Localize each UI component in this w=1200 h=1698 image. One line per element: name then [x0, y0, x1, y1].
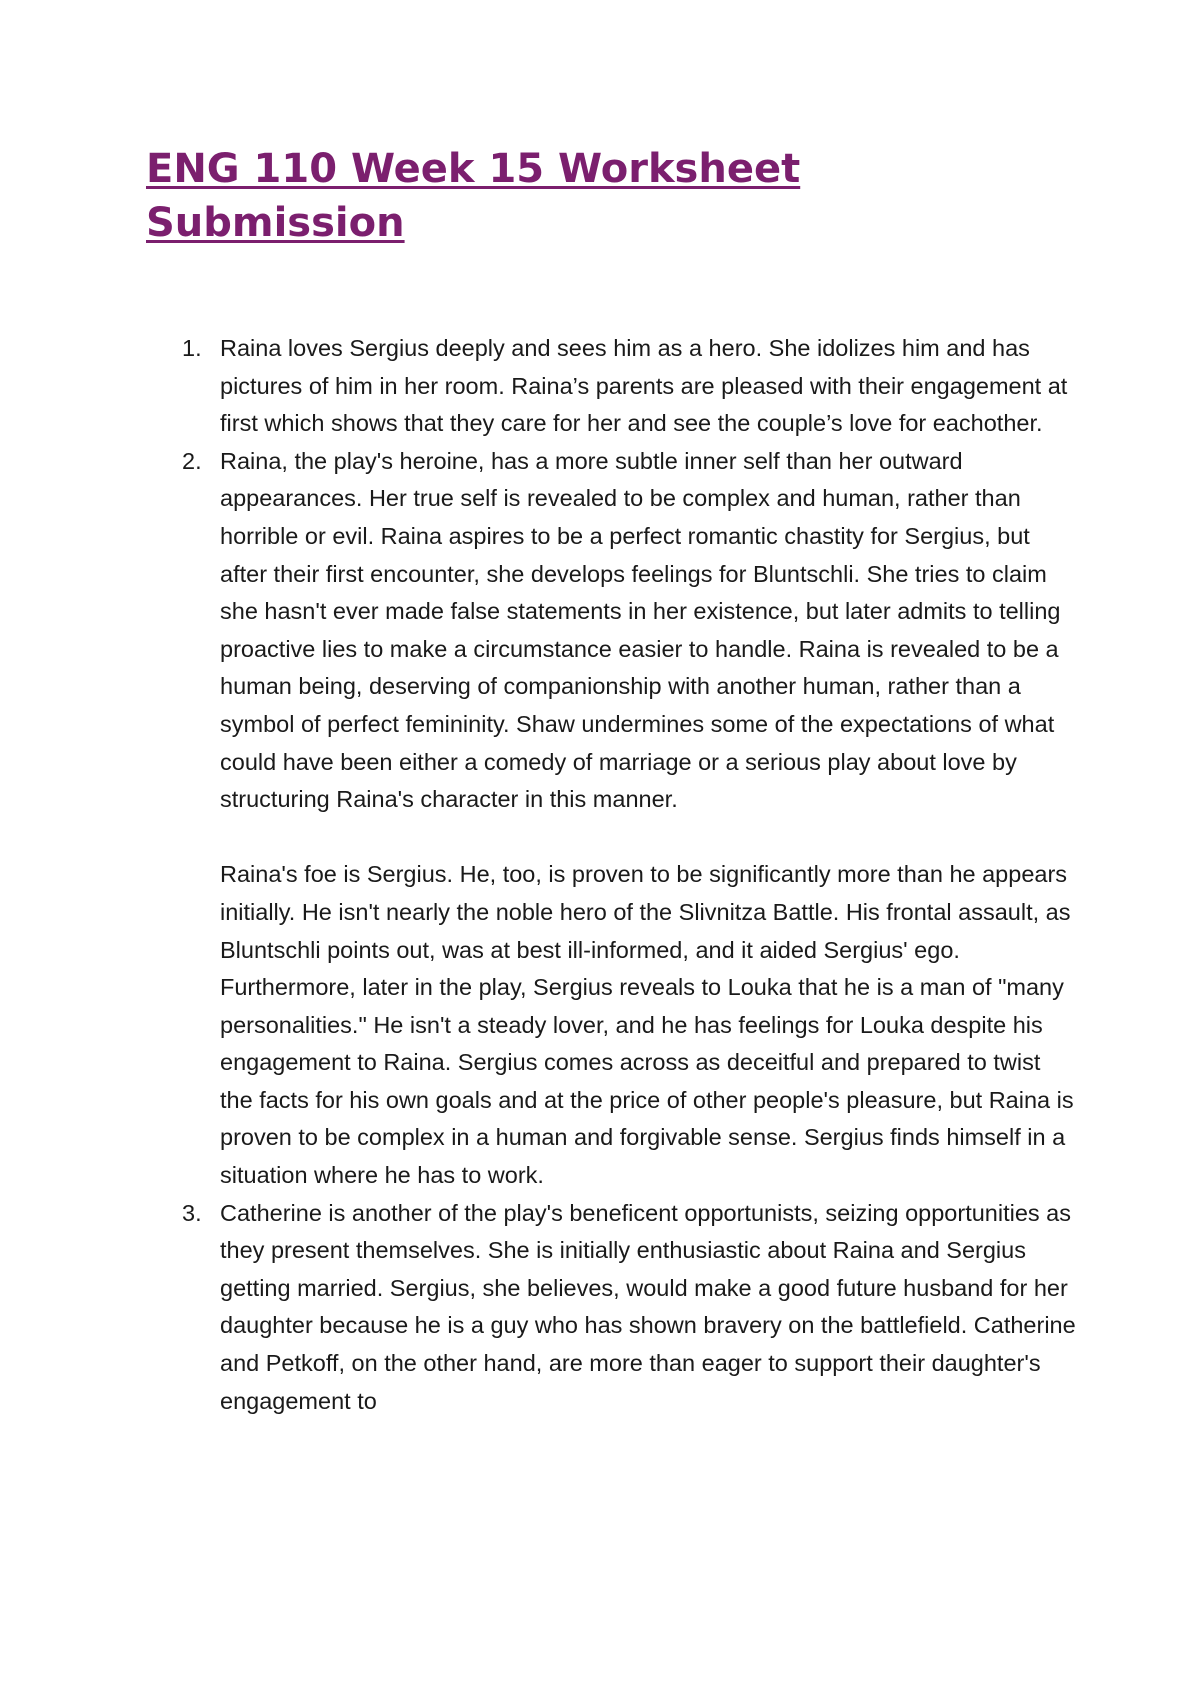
list-item-3	[146, 1195, 1076, 1421]
answer-paragraph: Raina loves Sergius deeply and sees him as a hero. She idolizes him and has pictures of him in her room. Raina’s parents are pleased with their engagement at first which shows that they care for her and see the couple’s love for eachother.	[220, 335, 1068, 437]
answer-paragraph: Raina's foe is Sergius. He, too, is proven to be significantly more than he appears initially. He isn't nearly the noble hero of the Slivnitza Battle. His frontal assault, as Bluntschli points out, was at best ill-informed, and it aided Sergius' ego. Furthermore, later in the play, Sergius reveals to Louka that he is a man of "many personalities." He isn't a steady lover, and he has feelings for Louka despite his engagement to Raina. Sergius comes across as deceitful and prepared to twist the facts for his own goals and at the price of other people's pleasure, but Raina is proven to be complex in a human and forgivable sense. Sergius finds himself in a situation where he has to work.	[220, 861, 1074, 1189]
list-item-1	[146, 330, 1076, 443]
answer-paragraph: Catherine is another of the play's beneficent opportunists, seizing opportunities as they present themselves. She is initially enthusiastic about Raina and Sergius getting married. Sergius, she believes, would make a good future husband for her daughter because he is a guy who has shown bravery on the battlefield. Catherine and Petkoff, on the other hand, are more than eager to support their daughter's engagement to	[220, 1199, 1076, 1414]
answer-list	[146, 330, 1076, 1420]
answer-paragraph: Raina, the play's heroine, has a more subtle inner self than her outward appearances. Her true self is revealed to be complex and human, rather than horrible or evil. Raina aspires to be a perfect romantic chastity for Sergius, but after their first encounter, she develops feelings for Bluntschli. She tries to claim she hasn't ever made false statements in her existence, but later admits to telling proactive lies to make a circumstance easier to handle. Raina is revealed to be a human being, deserving of companionship with another human, rather than a symbol of perfect femininity. Shaw undermines some of the expectations of what could have been either a comedy of marriage or a serious play about love by structuring Raina's character in this manner.	[220, 447, 1061, 813]
page-title: ENG 110 Week 15 Worksheet Submission	[146, 146, 801, 246]
list-number: 3.	[182, 1199, 202, 1226]
list-number: 2.	[182, 447, 202, 474]
list-number: 1.	[182, 335, 202, 361]
list-item-2	[146, 443, 1076, 1195]
